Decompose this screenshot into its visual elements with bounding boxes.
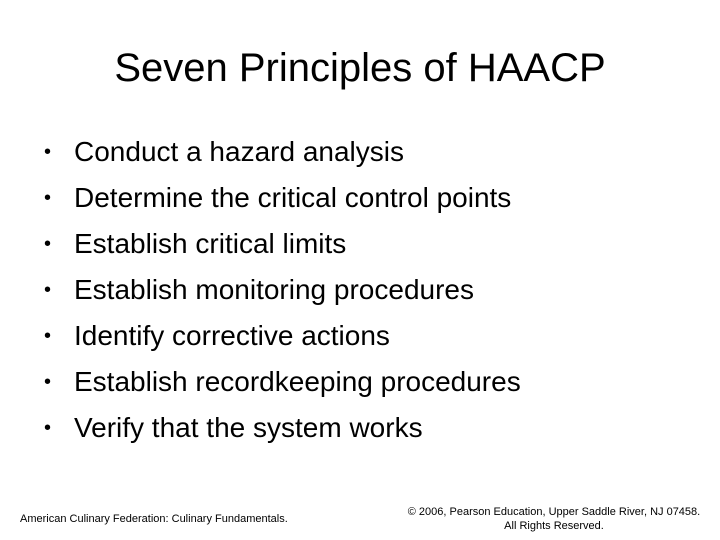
bullet-dot-icon: • (44, 417, 52, 439)
footer-source: American Culinary Federation: Culinary Fundamentals. (20, 513, 288, 525)
bullet-item (44, 179, 521, 225)
bullet-dot-icon: • (44, 371, 52, 393)
bullet-item (44, 133, 521, 179)
bullet-dot-icon: • (44, 187, 52, 209)
bullet-item (44, 271, 521, 317)
bullet-dot-icon: • (44, 233, 52, 255)
bullet-item (44, 317, 521, 363)
bullet-item (44, 363, 521, 409)
footer-copyright-line2: All Rights Reserved. (504, 520, 604, 532)
bullet-dot-icon: • (44, 141, 52, 163)
slide-title: Seven Principles of HAACP (114, 46, 606, 90)
bullet-text: Identify corrective actions (74, 320, 390, 351)
bullet-text: Establish critical limits (74, 228, 347, 259)
bullet-text: Verify that the system works (74, 412, 423, 443)
bullet-dot-icon: • (44, 279, 52, 301)
bullet-text: Establish monitoring procedures (74, 274, 474, 305)
bullet-list (44, 133, 521, 455)
footer-copyright (380, 505, 720, 533)
bullet-text: Conduct a hazard analysis (74, 136, 404, 167)
bullet-dot-icon: • (44, 325, 52, 347)
footer-copyright-line1: © 2006, Pearson Education, Upper Saddle River, NJ 07458. (407, 506, 701, 518)
bullet-text: Determine the critical control points (74, 182, 512, 213)
bullet-item (44, 225, 521, 271)
bullet-item (44, 409, 521, 455)
bullet-text: Establish recordkeeping procedures (74, 366, 521, 397)
